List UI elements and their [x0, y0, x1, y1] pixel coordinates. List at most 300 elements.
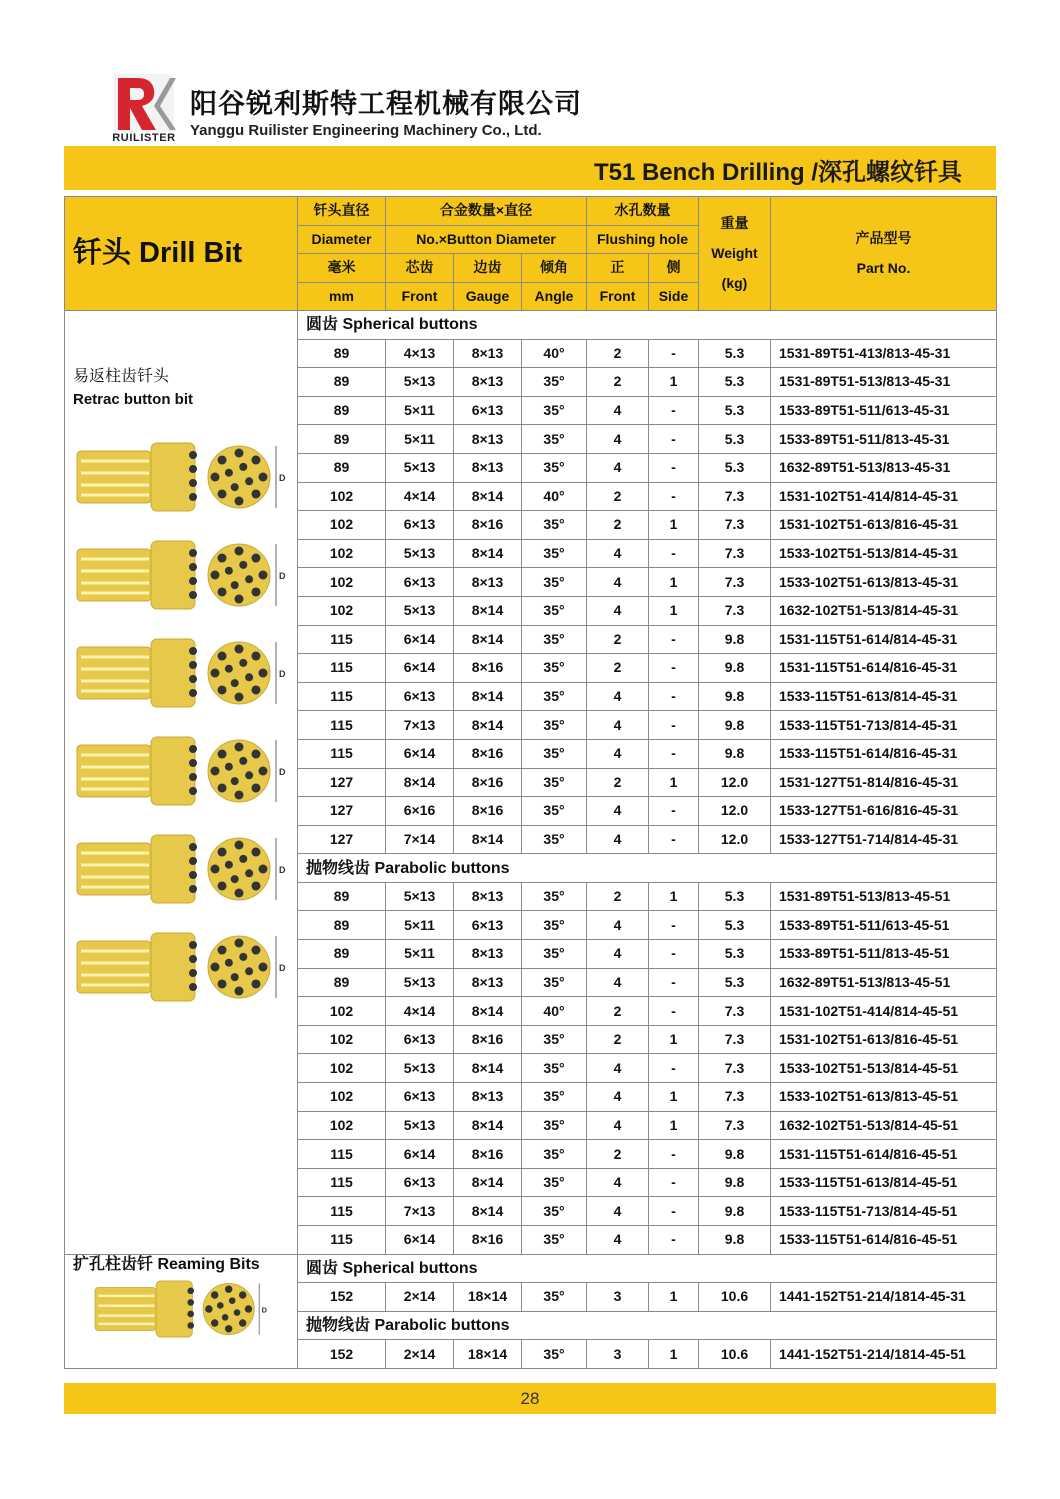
retrac-title-en: Retrac button bit: [73, 391, 193, 408]
cell-part-no: 1632-89T51-513/813-45-31: [771, 453, 997, 482]
cell-part-no: 1531-127T51-814/816-45-31: [771, 768, 997, 797]
company-name-cn: 阳谷锐利斯特工程机械有限公司: [190, 89, 582, 119]
cell-front: 5×13: [386, 1111, 454, 1140]
cell-flush-front: 4: [587, 568, 649, 597]
cell-part-no: 1531-102T51-414/814-45-51: [771, 997, 997, 1026]
cell-weight: 7.3: [699, 1025, 771, 1054]
cell-gauge: 8×16: [454, 654, 522, 683]
cell-front: 8×14: [386, 768, 454, 797]
diameter-header-en: Diameter: [298, 225, 386, 254]
cell-flush-side: 1: [649, 1111, 699, 1140]
cell-angle: 35°: [522, 1226, 587, 1255]
cell-front: 7×14: [386, 825, 454, 854]
cell-flush-front: 2: [587, 339, 649, 368]
cell-flush-side: -: [649, 825, 699, 854]
cell-front: 5×13: [386, 596, 454, 625]
cell-angle: 35°: [522, 825, 587, 854]
cell-diameter: 102: [298, 596, 386, 625]
cell-flush-front: 3: [587, 1340, 649, 1369]
weight-header-cn: 重量: [720, 215, 749, 231]
cell-flush-side: -: [649, 968, 699, 997]
cell-gauge: 8×14: [454, 825, 522, 854]
cell-flush-side: -: [649, 711, 699, 740]
part-header: [771, 197, 997, 311]
cell-flush-side: -: [649, 940, 699, 969]
cell-front: 5×13: [386, 453, 454, 482]
cell-gauge: 8×13: [454, 1083, 522, 1112]
cell-diameter: 102: [298, 482, 386, 511]
cell-diameter: 102: [298, 511, 386, 540]
cell-angle: 35°: [522, 1197, 587, 1226]
cell-part-no: 1441-152T51-214/1814-45-51: [771, 1340, 997, 1369]
cell-angle: 35°: [522, 453, 587, 482]
cell-angle: 40°: [522, 482, 587, 511]
cell-flush-front: 4: [587, 1054, 649, 1083]
cell-angle: 35°: [522, 539, 587, 568]
cell-diameter: 115: [298, 1168, 386, 1197]
cell-angle: 35°: [522, 911, 587, 940]
cell-front: 5×13: [386, 539, 454, 568]
cell-front: 6×14: [386, 1226, 454, 1255]
cell-part-no: 1533-102T51-513/814-45-51: [771, 1054, 997, 1083]
cell-gauge: 8×13: [454, 453, 522, 482]
cell-front: 2×14: [386, 1340, 454, 1369]
cell-diameter: 115: [298, 739, 386, 768]
cell-weight: 7.3: [699, 596, 771, 625]
cell-angle: 35°: [522, 568, 587, 597]
cell-weight: 7.3: [699, 997, 771, 1026]
cell-angle: 35°: [522, 1140, 587, 1169]
diameter-label: D: [279, 865, 286, 875]
cell-gauge: 6×13: [454, 396, 522, 425]
cell-weight: 12.0: [699, 768, 771, 797]
cell-diameter: 115: [298, 1140, 386, 1169]
cell-part-no: 1533-115T51-613/814-45-31: [771, 682, 997, 711]
cell-angle: 35°: [522, 1025, 587, 1054]
angle-header-en: Angle: [522, 282, 587, 311]
cell-flush-front: 4: [587, 453, 649, 482]
cell-diameter: 102: [298, 539, 386, 568]
cell-angle: 35°: [522, 654, 587, 683]
cell-front: 4×14: [386, 997, 454, 1026]
cell-weight: 9.8: [699, 682, 771, 711]
cell-flush-side: -: [649, 654, 699, 683]
cell-part-no: 1533-89T51-511/613-45-31: [771, 396, 997, 425]
cell-weight: 5.3: [699, 968, 771, 997]
cell-gauge: 8×13: [454, 368, 522, 397]
cell-diameter: 115: [298, 625, 386, 654]
cell-flush-front: 2: [587, 368, 649, 397]
cell-gauge: 8×14: [454, 1111, 522, 1140]
cell-flush-front: 4: [587, 396, 649, 425]
part-header-cn: 产品型号: [855, 230, 912, 246]
cell-weight: 9.8: [699, 1197, 771, 1226]
cell-part-no: 1531-115T51-614/814-45-31: [771, 625, 997, 654]
cell-part-no: 1441-152T51-214/1814-45-31: [771, 1283, 997, 1312]
cell-flush-side: 1: [649, 1083, 699, 1112]
cell-flush-front: 4: [587, 825, 649, 854]
gauge-header-cn: 边齿: [454, 254, 522, 283]
cell-diameter: 102: [298, 1083, 386, 1112]
cell-gauge: 8×13: [454, 425, 522, 454]
cell-diameter: 115: [298, 711, 386, 740]
cell-flush-side: -: [649, 1140, 699, 1169]
cell-diameter: 89: [298, 968, 386, 997]
cell-diameter: 152: [298, 1283, 386, 1312]
cell-gauge: 8×13: [454, 339, 522, 368]
page-title: T51 Bench Drilling /深孔螺纹钎具: [593, 159, 962, 186]
drill-bit-image-icon: [73, 535, 287, 615]
cell-weight: 5.3: [699, 368, 771, 397]
cell-angle: 35°: [522, 396, 587, 425]
cell-gauge: 8×13: [454, 568, 522, 597]
cell-gauge: 8×16: [454, 1226, 522, 1255]
button-type-label: 抛物线齿 Parabolic buttons: [298, 854, 997, 883]
cell-front: 6×13: [386, 1083, 454, 1112]
cell-flush-front: 4: [587, 682, 649, 711]
drill-bit-image-icon: [73, 633, 287, 713]
cell-flush-side: 1: [649, 882, 699, 911]
cell-diameter: 89: [298, 882, 386, 911]
alloy-header-en: No.×Button Diameter: [386, 225, 587, 254]
cell-weight: 7.3: [699, 539, 771, 568]
button-type-label: 抛物线齿 Parabolic buttons: [298, 1311, 997, 1340]
cell-angle: 35°: [522, 1111, 587, 1140]
cell-part-no: 1533-115T51-713/814-45-51: [771, 1197, 997, 1226]
cell-gauge: 6×13: [454, 911, 522, 940]
cell-flush-side: -: [649, 396, 699, 425]
button-type-label: 圆齿 Spherical buttons: [298, 1254, 997, 1283]
drill-bit-image-icon: [73, 437, 287, 517]
cell-part-no: 1531-89T51-513/813-45-51: [771, 882, 997, 911]
cell-flush-side: -: [649, 482, 699, 511]
cell-gauge: 8×14: [454, 997, 522, 1026]
cell-weight: 7.3: [699, 482, 771, 511]
cell-weight: 5.3: [699, 940, 771, 969]
cell-part-no: 1531-89T51-513/813-45-31: [771, 368, 997, 397]
cell-flush-front: 2: [587, 1140, 649, 1169]
cell-flush-front: 4: [587, 1226, 649, 1255]
cell-diameter: 89: [298, 368, 386, 397]
unit-header-cn: 毫米: [298, 254, 386, 283]
cell-angle: 35°: [522, 940, 587, 969]
cell-flush-side: -: [649, 1197, 699, 1226]
cell-weight: 7.3: [699, 1111, 771, 1140]
cell-flush-side: -: [649, 539, 699, 568]
cell-part-no: 1531-115T51-614/816-45-51: [771, 1140, 997, 1169]
cell-diameter: 152: [298, 1340, 386, 1369]
cell-part-no: 1531-102T51-613/816-45-31: [771, 511, 997, 540]
cell-diameter: 89: [298, 453, 386, 482]
cell-gauge: 8×14: [454, 1054, 522, 1083]
cell-diameter: 89: [298, 339, 386, 368]
cell-part-no: 1533-89T51-511/813-45-51: [771, 940, 997, 969]
cell-flush-front: 2: [587, 654, 649, 683]
cell-front: 6×14: [386, 1140, 454, 1169]
cell-angle: 35°: [522, 682, 587, 711]
cell-diameter: 89: [298, 396, 386, 425]
cell-angle: 35°: [522, 968, 587, 997]
cell-gauge: 8×14: [454, 539, 522, 568]
cell-weight: 9.8: [699, 654, 771, 683]
cell-flush-front: 4: [587, 425, 649, 454]
cell-gauge: 8×13: [454, 968, 522, 997]
cell-diameter: 89: [298, 940, 386, 969]
cell-part-no: 1533-102T51-613/813-45-51: [771, 1083, 997, 1112]
cell-weight: 10.6: [699, 1340, 771, 1369]
cell-weight: 9.8: [699, 1168, 771, 1197]
diameter-label: D: [279, 669, 286, 679]
reaming-bit-section: [65, 1254, 298, 1368]
cell-flush-front: 3: [587, 1283, 649, 1312]
retrac-title-cn: 易返柱齿钎头: [73, 368, 170, 385]
weight-header-unit: (kg): [721, 275, 748, 291]
cell-gauge: 8×16: [454, 511, 522, 540]
reaming-title: 扩孔柱齿钎 Reaming Bits: [73, 1255, 260, 1273]
cell-angle: 35°: [522, 596, 587, 625]
cell-flush-side: 1: [649, 1283, 699, 1312]
diameter-label: D: [279, 963, 286, 973]
cell-flush-side: 1: [649, 368, 699, 397]
cell-angle: 35°: [522, 711, 587, 740]
cell-front: 6×13: [386, 1168, 454, 1197]
cell-gauge: 8×14: [454, 625, 522, 654]
cell-weight: 7.3: [699, 1054, 771, 1083]
cell-part-no: 1632-89T51-513/813-45-51: [771, 968, 997, 997]
cell-part-no: 1531-89T51-413/813-45-31: [771, 339, 997, 368]
cell-flush-side: -: [649, 1054, 699, 1083]
cell-weight: 5.3: [699, 453, 771, 482]
cell-front: 5×13: [386, 968, 454, 997]
flush-side-header-en: Side: [649, 282, 699, 311]
cell-flush-front: 4: [587, 1168, 649, 1197]
cell-flush-front: 4: [587, 1111, 649, 1140]
cell-angle: 35°: [522, 768, 587, 797]
cell-diameter: 127: [298, 797, 386, 826]
cell-part-no: 1533-127T51-616/816-45-31: [771, 797, 997, 826]
cell-weight: 9.8: [699, 739, 771, 768]
retrac-bit-section: [65, 311, 298, 1255]
cell-part-no: 1533-127T51-714/814-45-31: [771, 825, 997, 854]
cell-front: 5×13: [386, 882, 454, 911]
cell-diameter: 115: [298, 1197, 386, 1226]
cell-weight: 5.3: [699, 425, 771, 454]
cell-flush-front: 4: [587, 1083, 649, 1112]
cell-flush-side: 1: [649, 768, 699, 797]
cell-front: 5×13: [386, 1054, 454, 1083]
cell-gauge: 8×13: [454, 940, 522, 969]
cell-flush-front: 4: [587, 940, 649, 969]
cell-flush-side: -: [649, 682, 699, 711]
cell-part-no: 1632-102T51-513/814-45-51: [771, 1111, 997, 1140]
alloy-header-cn: 合金数量×直径: [386, 197, 587, 226]
cell-front: 5×11: [386, 911, 454, 940]
drill-bit-image-icon: [73, 1276, 287, 1342]
angle-header-cn: 倾角: [522, 254, 587, 283]
cell-diameter: 127: [298, 768, 386, 797]
diameter-label: D: [279, 571, 286, 581]
cell-front: 5×11: [386, 396, 454, 425]
gauge-header-en: Gauge: [454, 282, 522, 311]
cell-weight: 5.3: [699, 339, 771, 368]
cell-front: 4×13: [386, 339, 454, 368]
cell-gauge: 8×14: [454, 1168, 522, 1197]
cell-weight: 7.3: [699, 1083, 771, 1112]
cell-diameter: 102: [298, 1111, 386, 1140]
cell-gauge: 8×16: [454, 797, 522, 826]
cell-flush-side: 1: [649, 1340, 699, 1369]
cell-front: 6×13: [386, 1025, 454, 1054]
cell-flush-front: 4: [587, 1197, 649, 1226]
drill-bit-heading: 钎头 Drill Bit: [65, 197, 298, 311]
cell-weight: 12.0: [699, 797, 771, 826]
cell-front: 6×14: [386, 654, 454, 683]
cell-gauge: 8×14: [454, 682, 522, 711]
cell-flush-front: 4: [587, 739, 649, 768]
cell-weight: 9.8: [699, 711, 771, 740]
cell-diameter: 102: [298, 1054, 386, 1083]
cell-part-no: 1533-102T51-513/814-45-31: [771, 539, 997, 568]
cell-gauge: 8×16: [454, 768, 522, 797]
cell-gauge: 18×14: [454, 1340, 522, 1369]
cell-flush-side: 1: [649, 596, 699, 625]
cell-gauge: 8×14: [454, 482, 522, 511]
cell-angle: 35°: [522, 425, 587, 454]
cell-diameter: 102: [298, 997, 386, 1026]
flush-header-cn: 水孔数量: [587, 197, 699, 226]
cell-weight: 9.8: [699, 1140, 771, 1169]
cell-flush-front: 2: [587, 511, 649, 540]
cell-diameter: 115: [298, 682, 386, 711]
company-name-en: Yanggu Ruilister Engineering Machinery Co., Ltd.: [190, 122, 542, 139]
cell-flush-side: 1: [649, 568, 699, 597]
cell-front: 6×13: [386, 568, 454, 597]
cell-flush-side: -: [649, 739, 699, 768]
cell-part-no: 1531-102T51-414/814-45-31: [771, 482, 997, 511]
cell-angle: 35°: [522, 797, 587, 826]
cell-flush-front: 2: [587, 482, 649, 511]
cell-angle: 35°: [522, 1340, 587, 1369]
cell-angle: 35°: [522, 1283, 587, 1312]
cell-flush-side: -: [649, 339, 699, 368]
cell-part-no: 1632-102T51-513/814-45-31: [771, 596, 997, 625]
cell-flush-side: -: [649, 911, 699, 940]
cell-weight: 10.6: [699, 1283, 771, 1312]
cell-flush-front: 2: [587, 1025, 649, 1054]
cell-part-no: 1533-115T51-713/814-45-31: [771, 711, 997, 740]
cell-flush-front: 4: [587, 968, 649, 997]
cell-diameter: 89: [298, 911, 386, 940]
flush-header-en: Flushing hole: [587, 225, 699, 254]
unit-header-en: mm: [298, 282, 386, 311]
cell-flush-side: 1: [649, 511, 699, 540]
cell-flush-front: 4: [587, 911, 649, 940]
cell-weight: 9.8: [699, 625, 771, 654]
cell-front: 4×14: [386, 482, 454, 511]
cell-flush-side: 1: [649, 1025, 699, 1054]
cell-gauge: 8×16: [454, 739, 522, 768]
cell-angle: 35°: [522, 511, 587, 540]
cell-diameter: 89: [298, 425, 386, 454]
cell-part-no: 1533-102T51-613/813-45-31: [771, 568, 997, 597]
cell-weight: 12.0: [699, 825, 771, 854]
cell-diameter: 115: [298, 654, 386, 683]
cell-gauge: 8×16: [454, 1025, 522, 1054]
cell-gauge: 8×14: [454, 596, 522, 625]
cell-gauge: 8×14: [454, 711, 522, 740]
cell-gauge: 8×14: [454, 1197, 522, 1226]
flush-side-header-cn: 侧: [649, 254, 699, 283]
cell-front: 2×14: [386, 1283, 454, 1312]
cell-weight: 5.3: [699, 882, 771, 911]
cell-part-no: 1533-115T51-613/814-45-51: [771, 1168, 997, 1197]
page-header: [64, 68, 996, 144]
cell-front: 6×14: [386, 739, 454, 768]
drill-bit-image-icon: [73, 731, 287, 811]
cell-flush-front: 4: [587, 596, 649, 625]
cell-diameter: 102: [298, 568, 386, 597]
front-header-en: Front: [386, 282, 454, 311]
diameter-label: D: [279, 767, 286, 777]
part-header-en: Part No.: [856, 260, 911, 276]
cell-diameter: 115: [298, 1226, 386, 1255]
cell-angle: 35°: [522, 739, 587, 768]
title-bar: [64, 146, 996, 190]
cell-front: 6×16: [386, 797, 454, 826]
ruilister-logo-icon: [104, 72, 184, 134]
cell-angle: 40°: [522, 339, 587, 368]
cell-angle: 35°: [522, 368, 587, 397]
diameter-header-cn: 钎头直径: [298, 197, 386, 226]
cell-angle: 40°: [522, 997, 587, 1026]
cell-flush-side: -: [649, 453, 699, 482]
drill-bit-spec-table: [64, 196, 997, 1369]
cell-part-no: 1533-89T51-511/613-45-51: [771, 911, 997, 940]
logo-text: RUILISTER: [112, 132, 176, 144]
weight-header: [699, 197, 771, 311]
cell-flush-front: 2: [587, 997, 649, 1026]
front-header-cn: 芯齿: [386, 254, 454, 283]
cell-front: 7×13: [386, 711, 454, 740]
cell-angle: 35°: [522, 1054, 587, 1083]
page-number: 28: [520, 1389, 540, 1408]
cell-part-no: 1533-89T51-511/813-45-31: [771, 425, 997, 454]
diameter-label: D: [261, 1304, 268, 1314]
cell-flush-front: 4: [587, 797, 649, 826]
cell-front: 6×13: [386, 511, 454, 540]
cell-front: 5×11: [386, 425, 454, 454]
cell-weight: 9.8: [699, 1226, 771, 1255]
cell-flush-side: -: [649, 997, 699, 1026]
diameter-label: D: [279, 473, 286, 483]
cell-flush-side: -: [649, 625, 699, 654]
cell-front: 5×11: [386, 940, 454, 969]
cell-diameter: 127: [298, 825, 386, 854]
weight-header-en: Weight: [711, 245, 758, 261]
cell-gauge: 18×14: [454, 1283, 522, 1312]
cell-gauge: 8×13: [454, 882, 522, 911]
button-type-label: 圆齿 Spherical buttons: [298, 311, 997, 340]
cell-flush-front: 4: [587, 539, 649, 568]
cell-part-no: 1533-115T51-614/816-45-31: [771, 739, 997, 768]
drill-bit-image-icon: [73, 927, 287, 1007]
cell-part-no: 1531-115T51-614/816-45-31: [771, 654, 997, 683]
cell-flush-side: -: [649, 425, 699, 454]
cell-angle: 35°: [522, 625, 587, 654]
footer-bar: [64, 1383, 996, 1414]
cell-flush-front: 2: [587, 625, 649, 654]
cell-front: 6×13: [386, 682, 454, 711]
